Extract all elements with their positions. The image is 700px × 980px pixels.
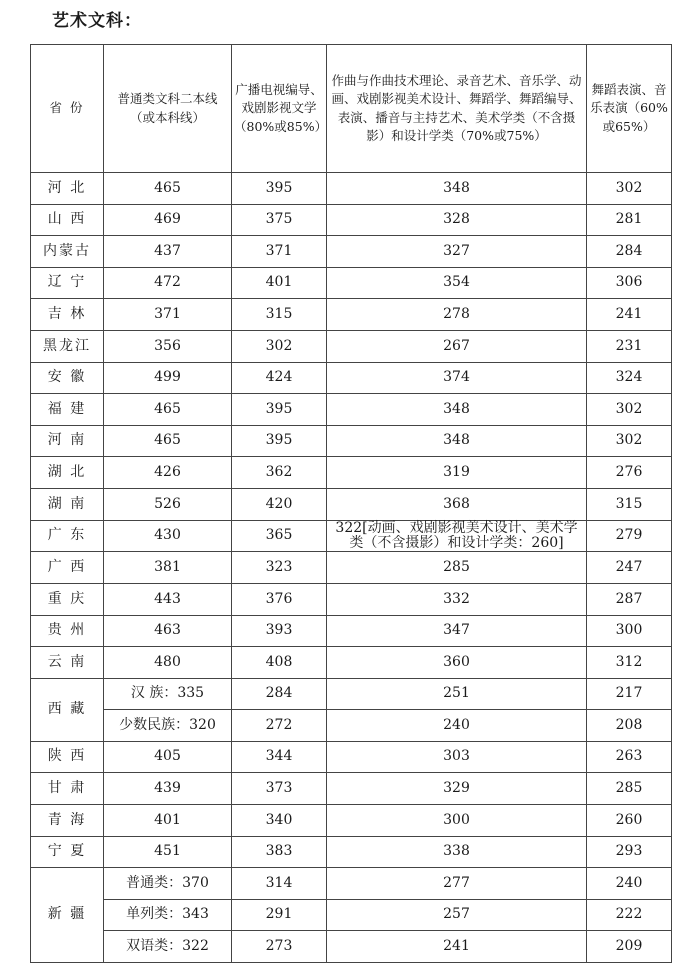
dance-cell: 306: [587, 267, 672, 299]
general-cell: 少数民族：320: [104, 710, 232, 742]
broadcast-cell: 395: [232, 394, 327, 426]
province-cell: 重 庆: [31, 583, 104, 615]
dance-cell: 260: [587, 805, 672, 837]
table-row: [31, 457, 672, 489]
table-row: [31, 931, 672, 963]
broadcast-cell: 365: [232, 520, 327, 552]
table-row: [31, 647, 672, 679]
province-cell: 陕 西: [31, 741, 104, 773]
dance-cell: 231: [587, 330, 672, 362]
general-cell: 499: [104, 362, 232, 394]
composition-cell: 319: [327, 457, 587, 489]
broadcast-cell: 273: [232, 931, 327, 963]
broadcast-cell: 424: [232, 362, 327, 394]
composition-cell: 277: [327, 868, 587, 900]
table-row: [31, 678, 672, 710]
broadcast-cell: 393: [232, 615, 327, 647]
broadcast-cell: 420: [232, 488, 327, 520]
table-row: [31, 583, 672, 615]
broadcast-cell: 291: [232, 899, 327, 931]
broadcast-cell: 401: [232, 267, 327, 299]
province-cell: 广 东: [31, 520, 104, 552]
general-cell: 单列类：343: [104, 899, 232, 931]
general-cell: 430: [104, 520, 232, 552]
table-row: [31, 299, 672, 331]
general-cell: 465: [104, 394, 232, 426]
province-cell: 西 藏: [31, 678, 104, 741]
composition-cell: 278: [327, 299, 587, 331]
province-cell: 云 南: [31, 647, 104, 679]
province-cell: 青 海: [31, 805, 104, 837]
header-row: [31, 45, 672, 173]
table-row: [31, 773, 672, 805]
table-row: [31, 836, 672, 868]
province-cell: 河 北: [31, 173, 104, 205]
broadcast-cell: 375: [232, 204, 327, 236]
general-cell: 405: [104, 741, 232, 773]
dance-cell: 284: [587, 236, 672, 268]
province-cell: 河 南: [31, 425, 104, 457]
general-cell: 451: [104, 836, 232, 868]
header-province: 省 份: [31, 45, 104, 173]
dance-cell: 312: [587, 647, 672, 679]
composition-cell: 329: [327, 773, 587, 805]
table-row: [31, 710, 672, 742]
province-cell: 新 疆: [31, 868, 104, 963]
table-row: [31, 236, 672, 268]
general-cell: 439: [104, 773, 232, 805]
composition-cell: 360: [327, 647, 587, 679]
province-cell: 湖 南: [31, 488, 104, 520]
broadcast-cell: 314: [232, 868, 327, 900]
broadcast-cell: 408: [232, 647, 327, 679]
province-cell: 贵 州: [31, 615, 104, 647]
broadcast-cell: 395: [232, 173, 327, 205]
composition-cell: 332: [327, 583, 587, 615]
general-cell: 356: [104, 330, 232, 362]
province-cell: 福 建: [31, 394, 104, 426]
general-cell: 437: [104, 236, 232, 268]
general-cell: 465: [104, 173, 232, 205]
province-cell: 安 徽: [31, 362, 104, 394]
dance-cell: 263: [587, 741, 672, 773]
header-general: 普通类文科二本线（或本科线）: [104, 45, 232, 173]
dance-cell: 302: [587, 173, 672, 205]
composition-cell: 374: [327, 362, 587, 394]
dance-cell: 209: [587, 931, 672, 963]
broadcast-cell: 323: [232, 552, 327, 584]
table-row: [31, 899, 672, 931]
table-row: [31, 267, 672, 299]
composition-cell: 285: [327, 552, 587, 584]
province-cell: 辽 宁: [31, 267, 104, 299]
general-cell: 双语类：322: [104, 931, 232, 963]
composition-cell: 348: [327, 394, 587, 426]
table-row: [31, 552, 672, 584]
general-cell: 472: [104, 267, 232, 299]
dance-cell: 285: [587, 773, 672, 805]
dance-cell: 300: [587, 615, 672, 647]
province-cell: 吉 林: [31, 299, 104, 331]
general-cell: 381: [104, 552, 232, 584]
broadcast-cell: 284: [232, 678, 327, 710]
composition-cell: 368: [327, 488, 587, 520]
score-table: [30, 44, 672, 963]
table-row: [31, 868, 672, 900]
province-cell: 湖 北: [31, 457, 104, 489]
composition-cell: 267: [327, 330, 587, 362]
dance-cell: 279: [587, 520, 672, 552]
broadcast-cell: 371: [232, 236, 327, 268]
broadcast-cell: 340: [232, 805, 327, 837]
dance-cell: 287: [587, 583, 672, 615]
dance-cell: 217: [587, 678, 672, 710]
broadcast-cell: 395: [232, 425, 327, 457]
dance-cell: 281: [587, 204, 672, 236]
broadcast-cell: 315: [232, 299, 327, 331]
province-cell: 广 西: [31, 552, 104, 584]
dance-cell: 293: [587, 836, 672, 868]
header-composition: 作曲与作曲技术理论、录音艺术、音乐学、动画、戏剧影视美术设计、舞蹈学、舞蹈编导、表演、播音与主持艺术、美术学类（不含摄影）和设计学类（70%或75%）: [327, 45, 587, 173]
composition-cell: 354: [327, 267, 587, 299]
general-cell: 480: [104, 647, 232, 679]
table-row: [31, 330, 672, 362]
general-cell: 426: [104, 457, 232, 489]
composition-cell: 251: [327, 678, 587, 710]
province-cell: 黑龙江: [31, 330, 104, 362]
dance-cell: 247: [587, 552, 672, 584]
province-cell: 宁 夏: [31, 836, 104, 868]
dance-cell: 302: [587, 425, 672, 457]
composition-cell: 327: [327, 236, 587, 268]
dance-cell: 324: [587, 362, 672, 394]
composition-cell: 348: [327, 425, 587, 457]
general-cell: 469: [104, 204, 232, 236]
header-dance: 舞蹈表演、音乐表演（60%或65%）: [587, 45, 672, 173]
general-cell: 371: [104, 299, 232, 331]
broadcast-cell: 362: [232, 457, 327, 489]
header-broadcast: 广播电视编导、戏剧影视文学（80%或85%）: [232, 45, 327, 173]
dance-cell: 208: [587, 710, 672, 742]
dance-cell: 241: [587, 299, 672, 331]
general-cell: 汉 族：335: [104, 678, 232, 710]
table-row: [31, 394, 672, 426]
composition-cell: 348: [327, 173, 587, 205]
page-title: 艺术文科：: [52, 11, 142, 31]
general-cell: 465: [104, 425, 232, 457]
composition-cell: 241: [327, 931, 587, 963]
table-row: [31, 741, 672, 773]
province-cell: 山 西: [31, 204, 104, 236]
table-row: [31, 615, 672, 647]
province-cell: 甘 肃: [31, 773, 104, 805]
general-cell: 401: [104, 805, 232, 837]
composition-cell: 322[动画、戏剧影视美术设计、美术学类（不含摄影）和设计学类：260]: [327, 520, 587, 552]
table-row: [31, 173, 672, 205]
table-row: [31, 520, 672, 552]
general-cell: 526: [104, 488, 232, 520]
general-cell: 463: [104, 615, 232, 647]
broadcast-cell: 272: [232, 710, 327, 742]
composition-cell: 347: [327, 615, 587, 647]
table-row: [31, 488, 672, 520]
dance-cell: 302: [587, 394, 672, 426]
composition-cell: 328: [327, 204, 587, 236]
table-row: [31, 362, 672, 394]
general-cell: 443: [104, 583, 232, 615]
province-cell: 内蒙古: [31, 236, 104, 268]
broadcast-cell: 302: [232, 330, 327, 362]
composition-cell: 300: [327, 805, 587, 837]
broadcast-cell: 376: [232, 583, 327, 615]
composition-cell: 240: [327, 710, 587, 742]
dance-cell: 222: [587, 899, 672, 931]
table-row: [31, 425, 672, 457]
dance-cell: 240: [587, 868, 672, 900]
dance-cell: 315: [587, 488, 672, 520]
composition-cell: 303: [327, 741, 587, 773]
table-row: [31, 805, 672, 837]
composition-cell: 257: [327, 899, 587, 931]
broadcast-cell: 383: [232, 836, 327, 868]
dance-cell: 276: [587, 457, 672, 489]
composition-cell: 338: [327, 836, 587, 868]
table-row: [31, 204, 672, 236]
broadcast-cell: 344: [232, 741, 327, 773]
general-cell: 普通类：370: [104, 868, 232, 900]
broadcast-cell: 373: [232, 773, 327, 805]
